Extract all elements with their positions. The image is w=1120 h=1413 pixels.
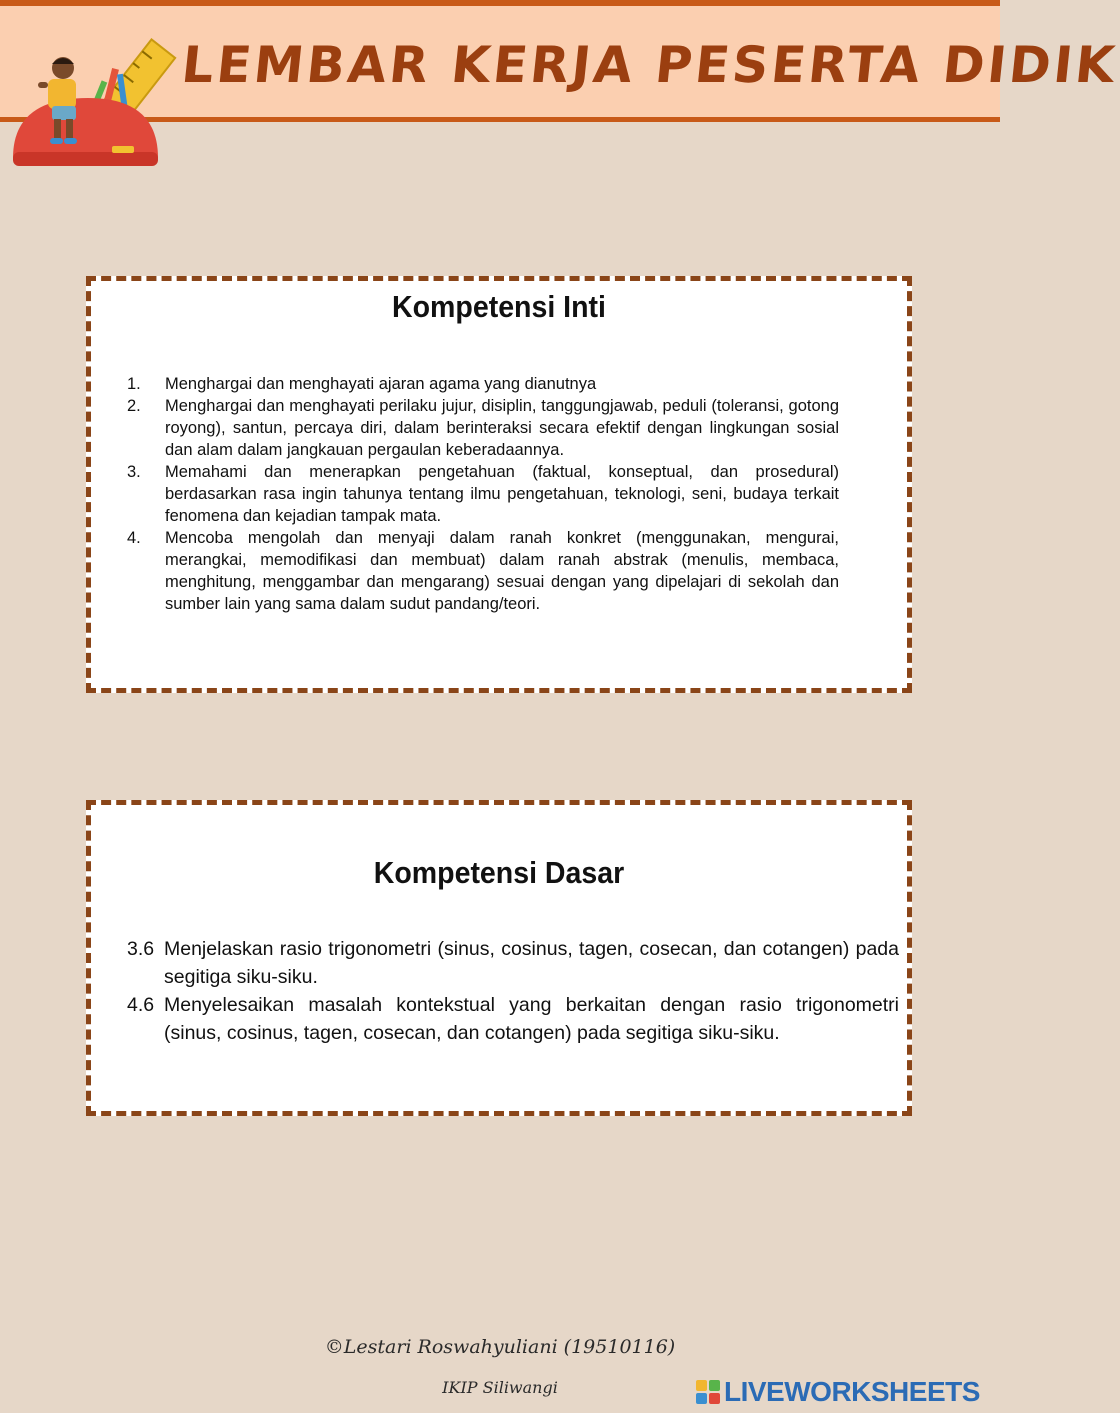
footer-author: ©Lestari Roswahyuliani (19510116) xyxy=(324,1336,676,1358)
list-item xyxy=(127,935,899,991)
list-item-text: Menyelesaikan masalah kontekstual yang berkaitan dengan rasio trigonometri (sinus, cosinus, tagen, cosecan, dan cotangen) pada segitiga siku-siku. xyxy=(164,994,899,1044)
student-pencil-case-illustration xyxy=(8,46,188,171)
liveworksheets-logo-icon xyxy=(696,1380,720,1404)
list-item-number: 3. xyxy=(127,463,141,481)
header-band xyxy=(0,0,1120,122)
page-title: LEMBAR KERJA PESERTA DIDIK xyxy=(178,36,1120,94)
list-item-number: 1. xyxy=(127,375,141,393)
list-item xyxy=(127,461,839,527)
list-item-text: Mencoba mengolah dan menyaji dalam ranah konkret (menggunakan, mengurai, merangkai, memodifikasi dan membuat) dalam ranah abstrak (menulis, membaca, menghitung, menggambar dan mengarang) sesuai dengan yang dipelajari di sekolah dan sumber lain yang sama dalam sudut pandang/teori. xyxy=(165,529,839,613)
kompetensi-dasar-card xyxy=(86,800,912,1116)
kompetensi-dasar-list xyxy=(127,935,899,1047)
kompetensi-inti-card xyxy=(86,276,912,693)
list-item xyxy=(127,991,899,1047)
list-item-text: Menghargai dan menghayati ajaran agama yang dianutnya xyxy=(165,375,597,393)
list-item-number: 4. xyxy=(127,529,141,547)
kompetensi-dasar-title: Kompetensi Dasar xyxy=(373,855,625,890)
list-item-number: 4.6 xyxy=(127,994,155,1016)
list-item xyxy=(127,527,839,615)
liveworksheets-text: LIVEWORKSHEETS xyxy=(724,1376,980,1407)
footer-institution: IKIP Siliwangi xyxy=(442,1378,558,1397)
list-item xyxy=(127,395,839,461)
list-item-text: Memahami dan menerapkan pengetahuan (faktual, konseptual, dan prosedural) berdasarkan rasa ingin tahunya tentang ilmu pengetahuan, teknologi, seni, budaya terkait fenomena dan kejadian tampak mata. xyxy=(165,463,839,525)
list-item xyxy=(127,373,839,395)
list-item-text: Menjelaskan rasio trigonometri (sinus, cosinus, tagen, cosecan, dan cotangen) pada segitiga siku-siku. xyxy=(164,938,899,988)
kompetensi-inti-list xyxy=(127,373,839,615)
kompetensi-inti-title: Kompetensi Inti xyxy=(392,289,606,324)
list-item-number: 3.6 xyxy=(127,938,155,960)
liveworksheets-watermark[interactable] xyxy=(696,1375,980,1409)
list-item-text: Menghargai dan menghayati perilaku jujur, disiplin, tanggungjawab, peduli (toleransi, gotong royong), santun, percaya diri, dalam berinteraksi secara efektif dengan lingkungan sosial dan alam dalam jangkauan pergaulan keberadaannya. xyxy=(165,397,839,459)
list-item-number: 2. xyxy=(127,397,141,415)
